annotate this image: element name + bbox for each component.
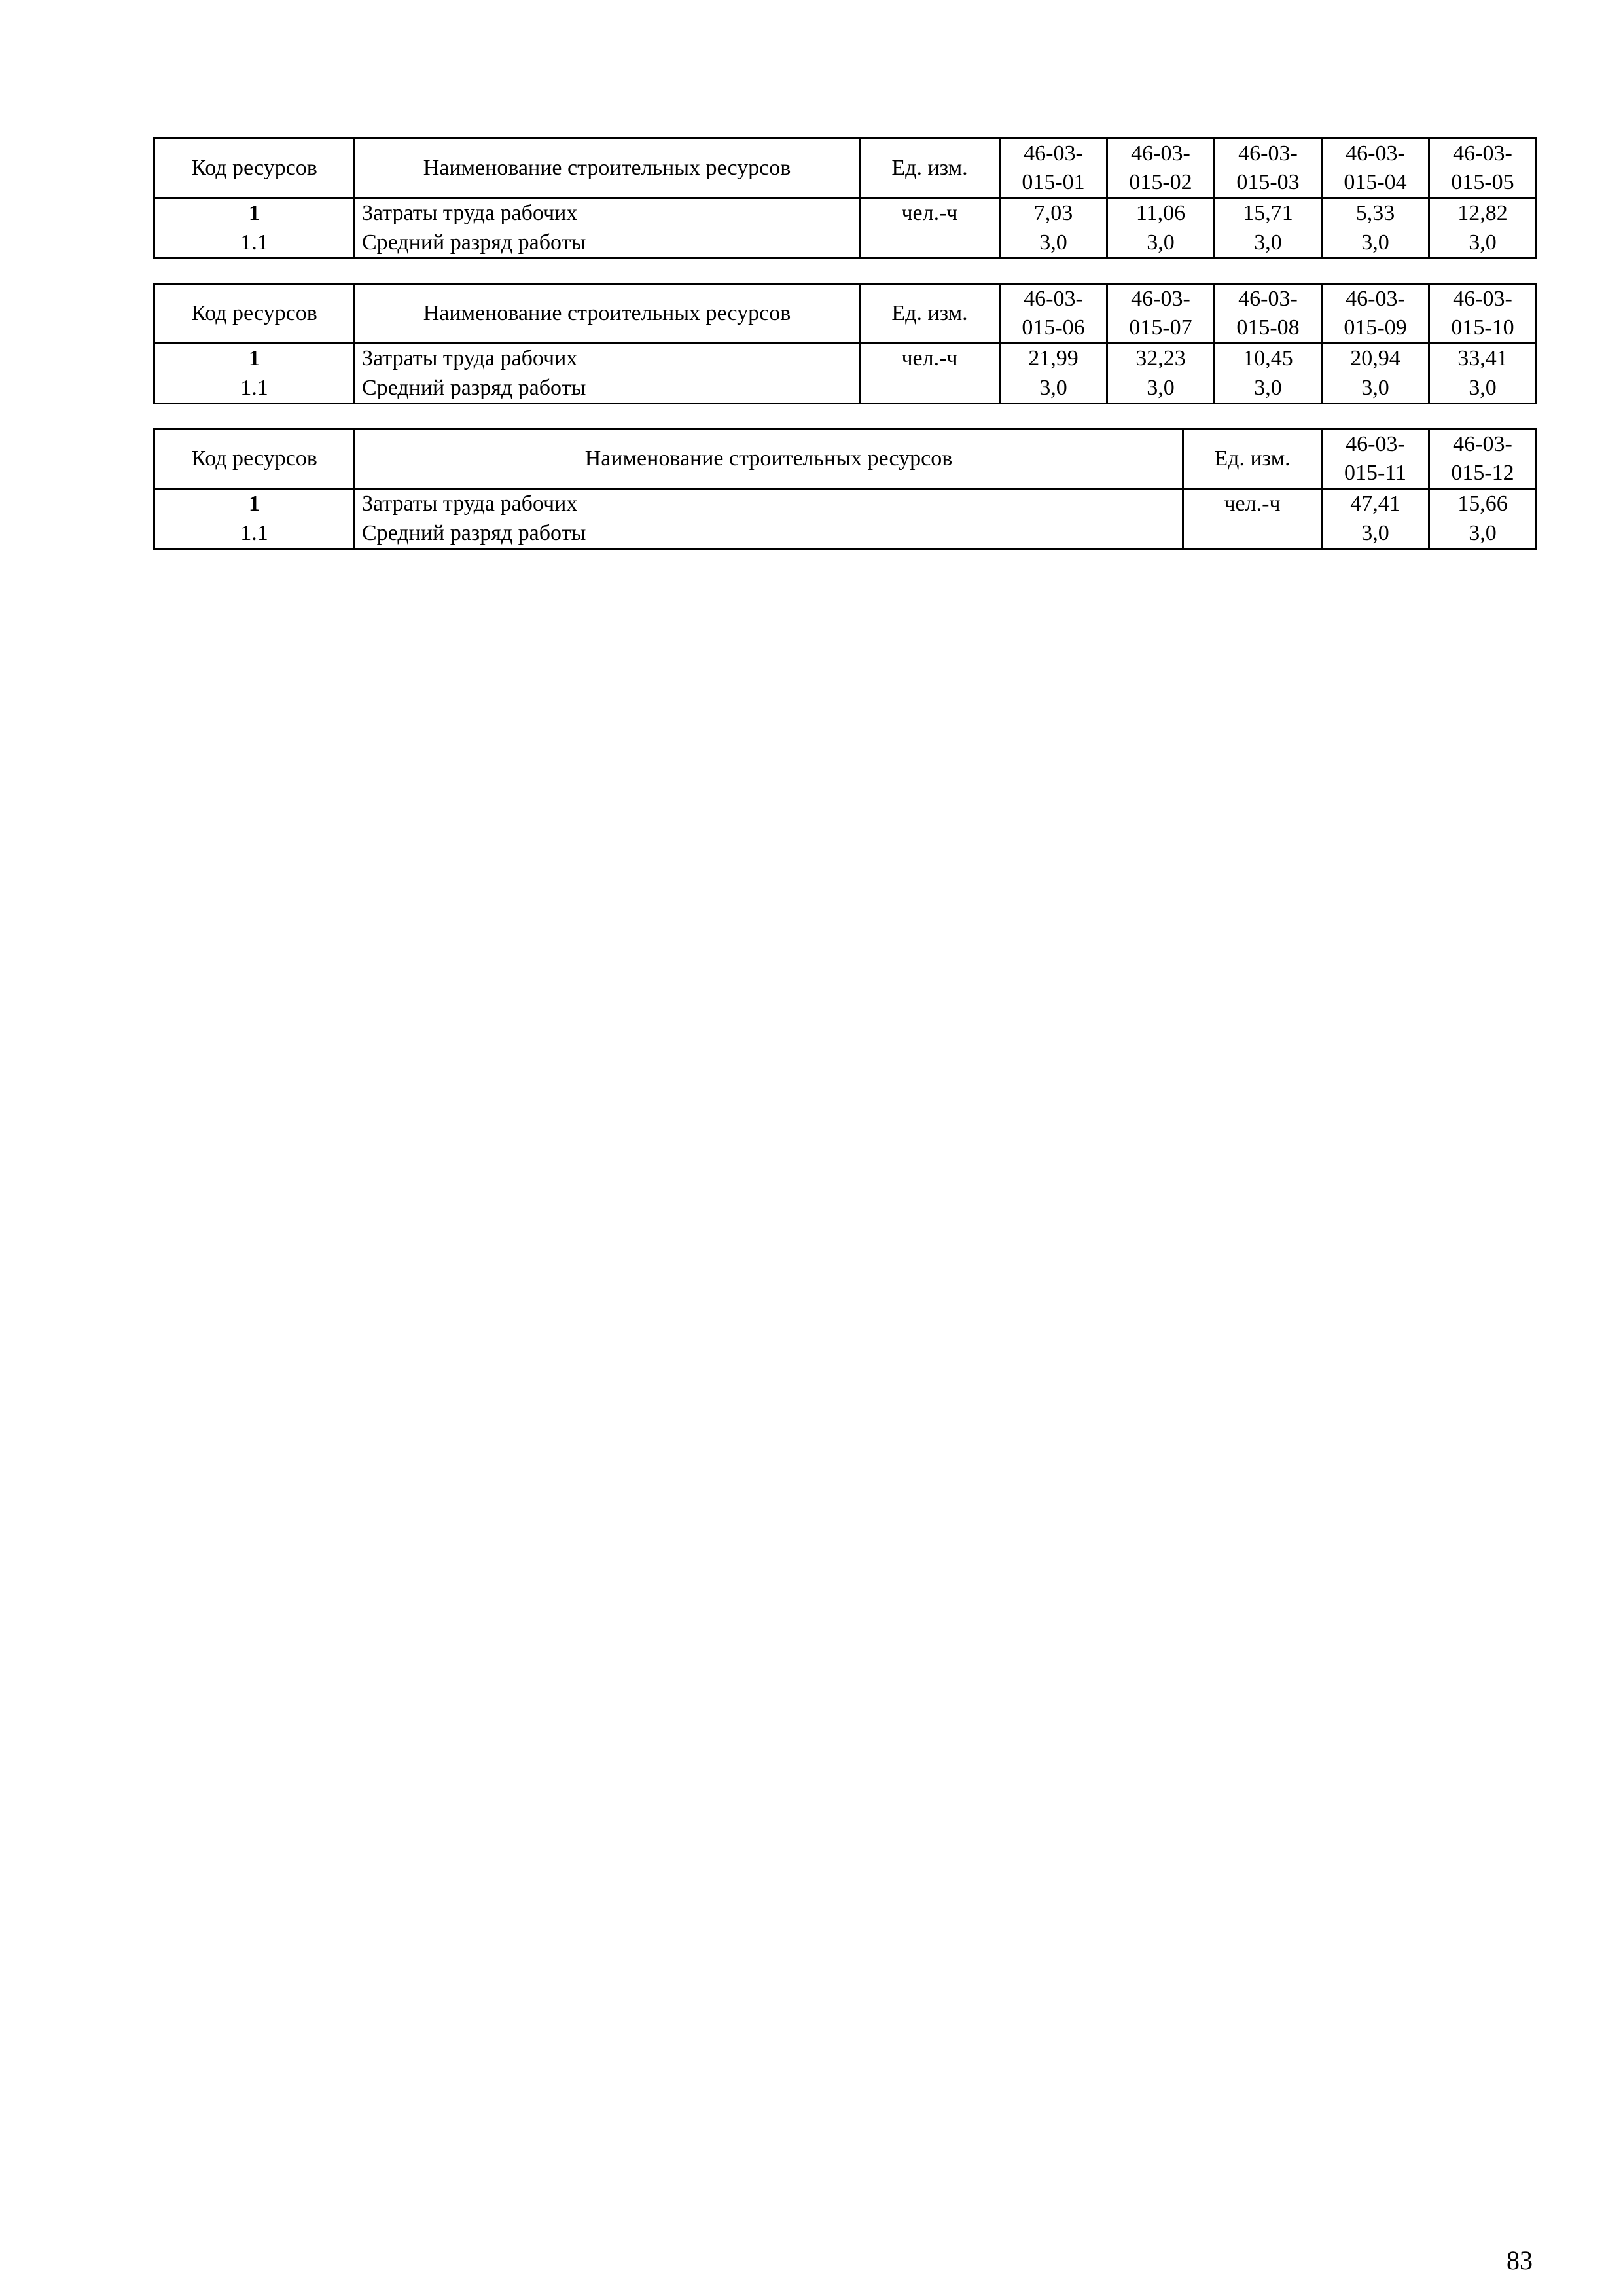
header-unit: Ед. изм. [860,284,1000,344]
row-unit: чел.-ч [860,198,1000,228]
row-value: 3,0 [1322,519,1429,549]
row-code: 1.1 [154,519,355,549]
header-column: 46-03-015-02 [1107,139,1215,198]
header-column: 46-03-015-10 [1429,284,1537,344]
header-column: 46-03-015-11 [1322,429,1429,489]
row-value: 32,23 [1107,344,1215,374]
row-value: 15,66 [1429,489,1537,519]
row-value: 15,71 [1215,198,1322,228]
row-unit [860,228,1000,259]
header-code: Код ресурсов [154,429,355,489]
row-value: 47,41 [1322,489,1429,519]
row-value: 3,0 [1000,374,1107,404]
row-unit [1183,519,1322,549]
header-name: Наименование строительных ресурсов [355,429,1183,489]
row-name: Затраты труда рабочих [355,198,860,228]
header-column: 46-03-015-07 [1107,284,1215,344]
row-value: 3,0 [1107,374,1215,404]
header-column: 46-03-015-05 [1429,139,1537,198]
row-value: 21,99 [1000,344,1107,374]
table-row [154,228,1537,259]
row-name: Затраты труда рабочих [355,344,860,374]
row-unit: чел.-ч [860,344,1000,374]
header-code: Код ресурсов [154,284,355,344]
row-value: 5,33 [1322,198,1429,228]
row-value: 3,0 [1107,228,1215,259]
row-value: 3,0 [1000,228,1107,259]
row-name: Затраты труда рабочих [355,489,1183,519]
row-value: 10,45 [1215,344,1322,374]
table-header-row [154,429,1537,489]
table-row [154,344,1537,374]
header-name: Наименование строительных ресурсов [355,284,860,344]
row-value: 3,0 [1322,228,1429,259]
row-value: 12,82 [1429,198,1537,228]
row-name: Средний разряд работы [355,228,860,259]
row-value: 3,0 [1215,228,1322,259]
header-column: 46-03-015-06 [1000,284,1107,344]
header-column: 46-03-015-09 [1322,284,1429,344]
row-value: 3,0 [1215,374,1322,404]
header-column: 46-03-015-08 [1215,284,1322,344]
row-value: 3,0 [1429,228,1537,259]
page-number: 83 [1507,2246,1533,2275]
table-row [154,374,1537,404]
row-unit: чел.-ч [1183,489,1322,519]
header-column: 46-03-015-01 [1000,139,1107,198]
header-unit: Ед. изм. [860,139,1000,198]
row-value: 33,41 [1429,344,1537,374]
row-value: 7,03 [1000,198,1107,228]
header-column: 46-03-015-04 [1322,139,1429,198]
header-column: 46-03-015-03 [1215,139,1322,198]
row-code: 1 [154,489,355,519]
row-code: 1 [154,344,355,374]
header-unit: Ед. изм. [1183,429,1322,489]
row-code: 1.1 [154,228,355,259]
resource-table-2 [153,283,1537,404]
table-row [154,519,1537,549]
table-row [154,489,1537,519]
row-value: 3,0 [1429,519,1537,549]
row-value: 20,94 [1322,344,1429,374]
row-code: 1.1 [154,374,355,404]
header-code: Код ресурсов [154,139,355,198]
header-name: Наименование строительных ресурсов [355,139,860,198]
row-value: 3,0 [1429,374,1537,404]
resource-table-3 [153,428,1537,550]
table-header-row [154,139,1537,198]
row-value: 3,0 [1322,374,1429,404]
row-name: Средний разряд работы [355,374,860,404]
row-unit [860,374,1000,404]
row-name: Средний разряд работы [355,519,1183,549]
table-header-row [154,284,1537,344]
header-column: 46-03-015-12 [1429,429,1537,489]
resource-table-1 [153,137,1537,259]
table-row [154,198,1537,228]
row-value: 11,06 [1107,198,1215,228]
row-code: 1 [154,198,355,228]
